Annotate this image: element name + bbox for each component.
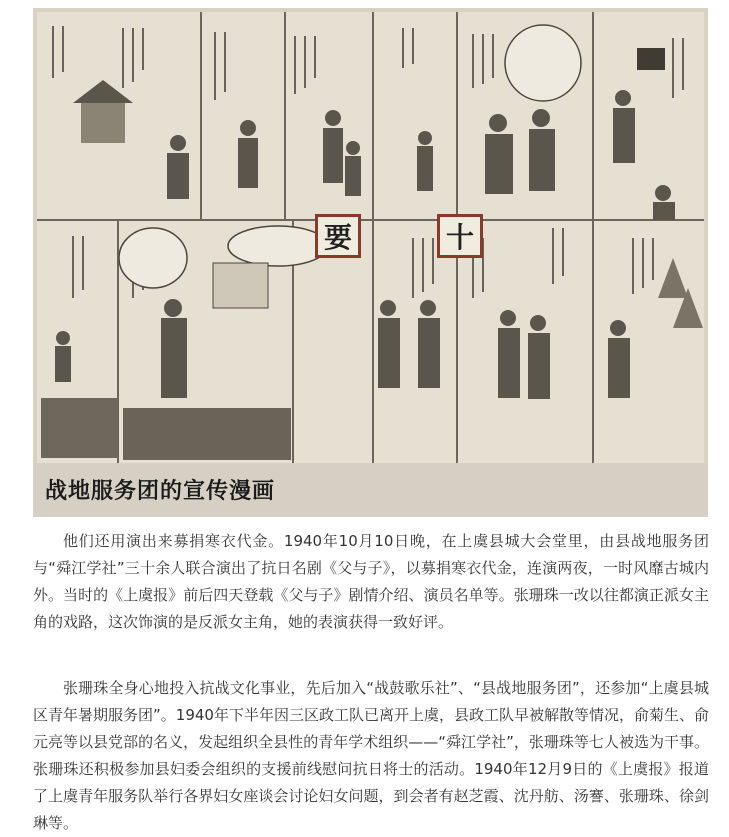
article-paragraph-1: 他们还用演出来募捐寒衣代金。1940年10月10日晚，在上虞县城大会堂里，由县战地服务团与“舜江学社”三十余人联合演出了抗日名剧《父与子》，以募捐寒衣代金，连演两夜，一时风靡古城内外。当时的《上虞报》前后四天登载《父与子》剧情介绍、演员名单等。张珊珠一改以往都演正派女主角的戏路，这次饰演的是反派女主角，她的表演获得一致好评。 bbox=[33, 532, 709, 631]
stamp-shi: 十 bbox=[437, 214, 483, 258]
stamp-yao: 要 bbox=[315, 214, 361, 258]
comic-photo bbox=[33, 8, 708, 517]
figure-caption: 战地服务团的宣传漫画 bbox=[45, 479, 276, 504]
caption-band bbox=[33, 463, 708, 517]
article-paragraph-2: 张珊珠全身心地投入抗战文化事业，先后加入“战鼓歌乐社”、“县战地服务团”，还参加“上虞县城区青年暑期服务团”。1940年下半年因三区政工队已离开上虞，县政工队早被解散等情况，俞菊生、俞元亮等以县党部的名义，发起组织全县性的青年学术组织——“舜江学社”，张珊珠等七人被选为干事。张珊珠还积极参加县妇委会组织的支援前线慰问抗日将士的活动。1940年12月9日的《上虞报》报道了上虞青年服务队举行各界妇女座谈会讨论妇女问题，到会者有赵芝霞、沈丹舫、汤謇、张珊珠、徐剑琳等。 bbox=[33, 679, 709, 832]
comic-illustration bbox=[33, 8, 708, 517]
